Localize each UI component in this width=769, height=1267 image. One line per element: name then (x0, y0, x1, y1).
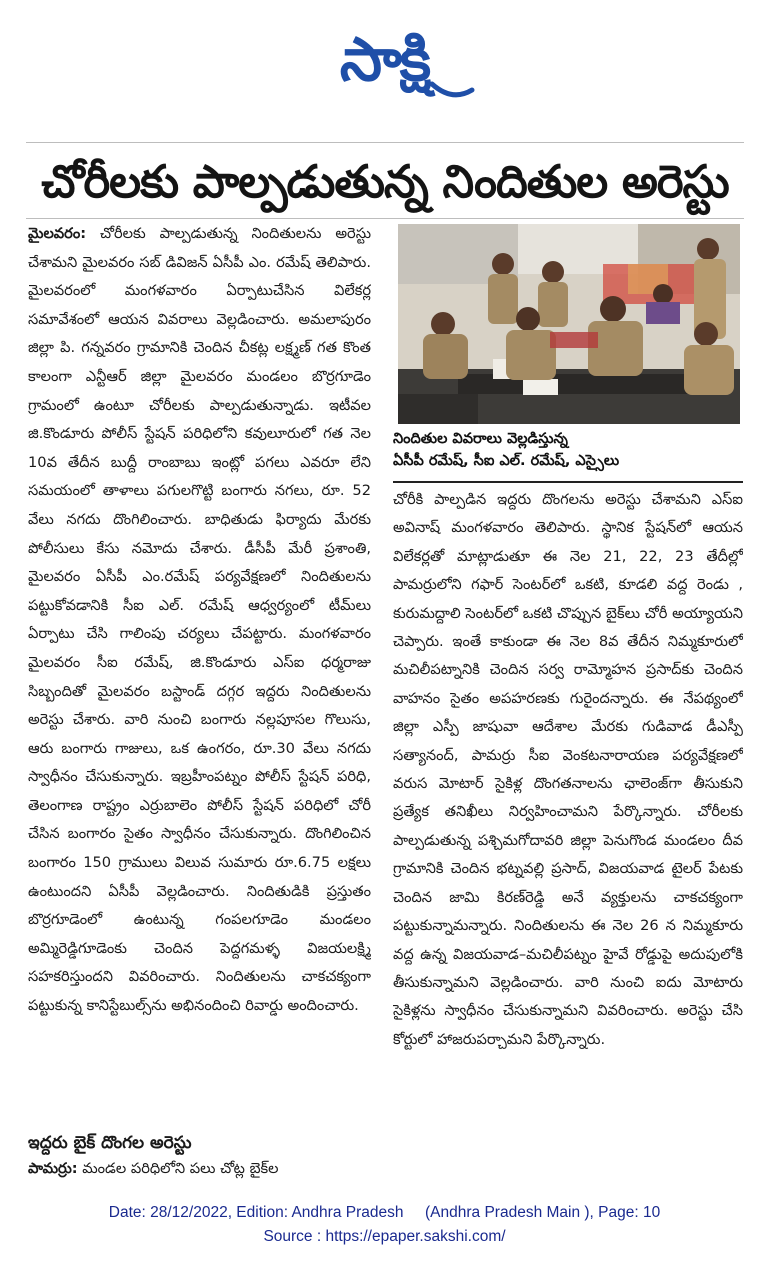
headline-bottom-rule (26, 218, 744, 219)
photo-caption (393, 428, 743, 472)
edition-info: Date: 28/12/2022, Edition: Andhra Pradesh (Andhra Pradesh Main ), Page: 10 (108, 1204, 661, 1221)
story-column-right (393, 486, 743, 1176)
story2-dateline: పామర్రు: (28, 1160, 78, 1177)
news-photo (398, 224, 740, 424)
caption-rule (393, 481, 743, 483)
source-link[interactable]: Source : https://epaper.sakshi.com/ (263, 1228, 506, 1245)
story1-dateline: మైలవరం: (28, 225, 87, 242)
headline-top-rule (26, 142, 744, 143)
story-column-left (28, 220, 371, 1170)
story2-opening (28, 1156, 371, 1182)
article-headline: చోరీలకు పాల్పడుతున్న నిందితుల అరెస్టు (41, 155, 729, 208)
caption-line-2: ఏసీపీ రమేష్, సీఐ ఎల్. రమేష్, ఎస్సైలు (393, 453, 620, 469)
page-footer (0, 1201, 769, 1249)
story2-body-start: మండల పరిధిలోని పలు చోట్ల బైక్‌ల (82, 1160, 279, 1177)
logo-text: సాక్షి (339, 25, 430, 95)
story2-subheading: ఇద్దరు బైక్ దొంగల అరెస్టు (28, 1133, 192, 1153)
sakshi-logo (282, 14, 487, 106)
caption-line-1: నిందితుల వివరాలు వెల్లడిస్తున్న (393, 431, 568, 447)
masthead (0, 0, 769, 120)
story1-body: చోరీలకు పాల్పడుతున్న నిందితులను అరెస్టు చేశామని మైలవరం సబ్ డివిజన్ ఏసీపీ ఎం. రమేష్ తెలిపారు. మైలవరంలో మంగళవారం ఏర్పాటుచేసిన విలేకర్ల సమావేశంలో ఆయన వివరాలు వెల్లడించారు. అమలాపురం జిల్లా పి. గన్నవరం గ్రామానికి చెందిన చీకట్ల లక్ష్మణ్ గత కొంత కాలంగా ఎన్టీఆర్ జిల్లా మైలవరం మండలం బొర్రగూడెం గ్రామంలో ఉంటూ చోరీలకు పాల్పడుతున్నాడు. ఇటీవల జి.కొండూరు పోలీస్ స్టేషన్ పరిధిలోని కవులూరులో గత నెల 10వ తేదీన బుద్దీ రాంబాబు ఇంట్లో పగలు ఎవరూ లేని సమయంలో తాళాలు పగులగొట్టి బంగారు నగలు, రూ. 52 వేలు నగదు దొంగిలించారు. బాధితుడు ఫిర్యాదు మేరకు పోలీసులు కేసు నమోదు చేశారు. డీసీపీ మేరీ ప్రశాంతి, మైలవరం ఏసీపీ ఎం.రమేష్ పర్యవేక్షణలో నిందితులను పట్టుకోవడానికి సీఐ ఎల్. రమేష్ ఆధ్వర్యంలో టీమ్‌లు ఏర్పాటు చేసి గాలింపు చర్యలు చేపట్టారు. మంగళవారం మైలవరం సీఐ రమేష్, జి.కొండూరు ఎస్ఐ ధర్మరాజు సిబ్బందితో మైలవరం బస్టాండ్ దగ్గర ఇద్దరు నిందితులను అరెస్టు చేశారు. వారి నుంచి బంగారు నల్లపూసల గొలుసు, ఆరు బంగారు గాజులు, ఒక ఉంగరం, రూ.30 వేలు నగదు స్వాధీనం చేసుకున్నారు. ఇబ్రహీంపట్నం పోలీస్ స్టేషన్ పరిధి, తెలంగాణ రాష్ట్రం ఎర్రుబాలెం పోలీస్ స్టేషన్ పరిధిలో చోరీ చేసిన బంగారం సైతం స్వాధీనం చేసుకున్నారు. దొంగిలించిన బంగారం 150 గ్రాములు విలువ సుమారు రూ.6.75 లక్షలు ఉంటుందని ఏసీపీ వెల్లడించారు. నిందితుడికి ప్రస్తుతం బొర్రగూడెంలో ఉంటున్న గంపలగూడెం మండలం అమ్మిరెడ్డిగూడెంకు చెందిన పెద్దగమళ్ళ విజయలక్ష్మి సహకరిస్తుందని వివరించారు. నిందితులను చాకచక్యంగా పట్టుకున్న కానిస్టేబుల్స్‌ను అభినందించి రివార్డు అందించారు. (28, 225, 371, 1015)
story2-continued: చోరీకి పాల్పడిన ఇద్దరు దొంగలను అరెస్టు చేశామని ఎస్ఐ అవినాష్ మంగళవారం తెలిపారు. స్థానిక స్టేషన్‌లో ఆయన విలేకర్లతో మాట్లాడుతూ ఈ నెల 21, 22, 23 తేదీల్లో పామర్రులోని గఫార్ సెంటర్‌లో ఒకటి, కూడలి వద్ద రెండు , కురుమద్దాలి సెంటర్‌లో ఒకటి చొప్పున బైక్‌లు చోరీ అయ్యాయని చెప్పారు. ఇంతే కాకుండా ఈ నెల 8వ తేదీన నిమ్మకూరులో మచిలీపట్నానికి చెందిన సర్వ రామ్మోహన ప్రసాద్‌కు చెందిన వాహనం సైతం అపహరణకు గురైందన్నారు. ఈ నేపథ్యంలో జిల్లా ఎస్పీ జాషువా ఆదేశాల మేరకు గుడివాడ డీఎస్పీ సత్యానంద్, పామర్రు సీఐ వెంకటనారాయణ పర్యవేక్షణలో వరుస మోటార్ సైకిళ్ల దొంగతనాలను ఛాలెంజ్‌గా తీసుకుని ప్రత్యేక తనిఖీలు నిర్వహించామని పేర్కొన్నారు. చోరీలకు పాల్పడుతున్న పశ్చిమగోదావరి జిల్లా పెనుగొండ మండలం దీవ గ్రామానికి చెందిన భట్నవల్లి ప్రసాద్, విజయవాడ టైలర్ పేటకు చెందిన జామి కిరణ్‌రెడ్డి అనే వ్యక్తులను చాకచక్యంగా పట్టుకున్నామన్నారు. నిందితులను ఈ నెల 26 న నిమ్మకూరు వద్ద ఉన్న విజయవాడ–మచిలీపట్నం హైవే రోడ్డుపై అదుపులోకి తీసుకున్నామని వెల్లడించారు. వారి నుంచి ఐదు మోటారు సైకిళ్లను స్వాధీనం చేసుకున్నామని వివరించారు. అరెస్టు చేసి కోర్టులో హాజరుపర్చామని పేర్కొన్నారు. (393, 491, 743, 1048)
story1-paragraph (28, 220, 371, 1021)
police-press-meet-photo (398, 224, 740, 424)
